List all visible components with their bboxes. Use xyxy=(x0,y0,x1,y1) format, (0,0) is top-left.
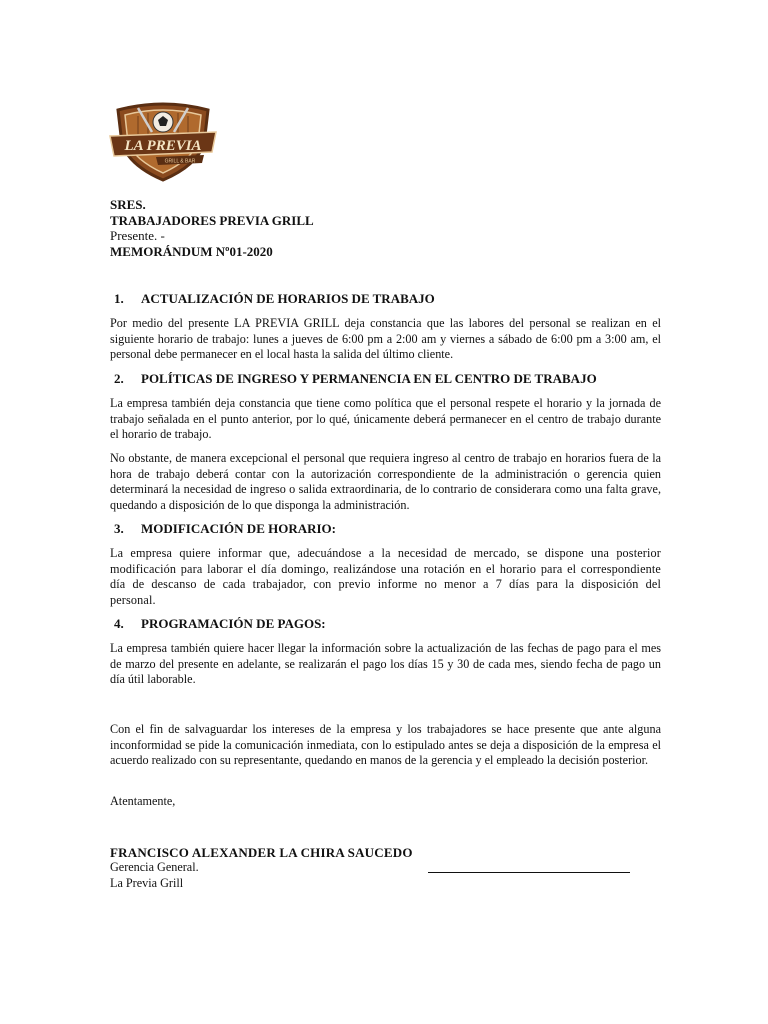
section-2-paragraph-1: La empresa también deja constancia que tiene como política que el personal respete el horario y la jornada de trabajo señalada en el punto anterior, por lo qué, únicamente deberá permanecer en el centro de trabajo durante el horario de trabajo. xyxy=(110,396,661,441)
section-1-paragraph: Por medio del presente LA PREVIA GRILL deja constancia que las labores del personal se realizan en el siguiente horario de trabajo: lunes a jueves de 6:00 pm a 2:00 am y viernes a sábado de 6:00 pm a 3:00 am, el personal debe permanecer en el local hasta la salida del último cliente. xyxy=(110,316,661,361)
recipient-name: TRABAJADORES PREVIA GRILL xyxy=(110,212,314,228)
section-2 xyxy=(110,371,661,387)
section-4-paragraph: La empresa también quiere hacer llegar la información sobre la actualización de las fechas de pago para el mes de marzo del presente en adelante, se realizarán el pago los días 15 y 30 de cada mes, siendo fecha de pago un día útil laborable. xyxy=(110,641,661,686)
memo-number: MEMORÁNDUM Nº01-2020 xyxy=(110,243,273,259)
section-title: 2. POLÍTICAS DE INGRESO Y PERMANENCIA EN EL CENTRO DE TRABAJO xyxy=(114,371,597,386)
salutation: Atentamente, xyxy=(110,794,176,808)
section-2-paragraph-2: No obstante, de manera excepcional el personal que requiera ingreso al centro de trabajo en horarios fuera de la hora de trabajo deberá contar con la autorización correspondiente de la administración o gerencia quien determinará la necesidad de ingreso o salida extraordinaria, de lo contrario de considerara como una falta grave, quedando a disposición de lo que disponga la administración. xyxy=(110,451,661,512)
section-title: 4. PROGRAMACIÓN DE PAGOS: xyxy=(114,616,326,631)
section-1 xyxy=(110,291,661,307)
signer-name: FRANCISCO ALEXANDER LA CHIRA SAUCEDO xyxy=(110,845,413,860)
signer-role: Gerencia General. xyxy=(110,860,199,874)
closing-paragraph: Con el fin de salvaguardar los intereses de la empresa y los trabajadores se hace presente que ante alguna inconformidad se pide la comunicación inmediata, con lo estipulado antes se deja a disposición de la empresa el acuerdo realizado con su representante, quedando en manos de la gerencia y el empleado la decisión posterior. xyxy=(110,722,661,767)
section-title: 1. ACTUALIZACIÓN DE HORARIOS DE TRABAJO xyxy=(114,291,435,306)
la-previa-logo xyxy=(108,96,218,182)
section-4 xyxy=(110,616,661,632)
signer-company: La Previa Grill xyxy=(110,875,184,890)
section-3-paragraph: La empresa quiere informar que, adecuándose a la necesidad de mercado, se dispone una posterior modificación para laborar el día domingo, realizándose una rotación en el horario para el correspondiente día de descanso de cada trabajador, con previo informe no menor a 7 días para la disposición del personal. xyxy=(110,546,661,607)
signature-line xyxy=(428,872,630,873)
section-title: 3. MODIFICACIÓN DE HORARIO: xyxy=(114,521,336,536)
svg-text:GRILL & BAR: GRILL & BAR xyxy=(164,158,196,165)
svg-text:LA PREVIA: LA PREVIA xyxy=(124,138,202,154)
recipient-salutation: SRES. xyxy=(110,197,146,212)
section-3 xyxy=(110,521,661,537)
signer-role-block xyxy=(110,860,199,891)
memo-header xyxy=(110,197,670,259)
logo-shield-icon xyxy=(108,96,218,182)
presente-line: Presente. - xyxy=(110,228,165,243)
